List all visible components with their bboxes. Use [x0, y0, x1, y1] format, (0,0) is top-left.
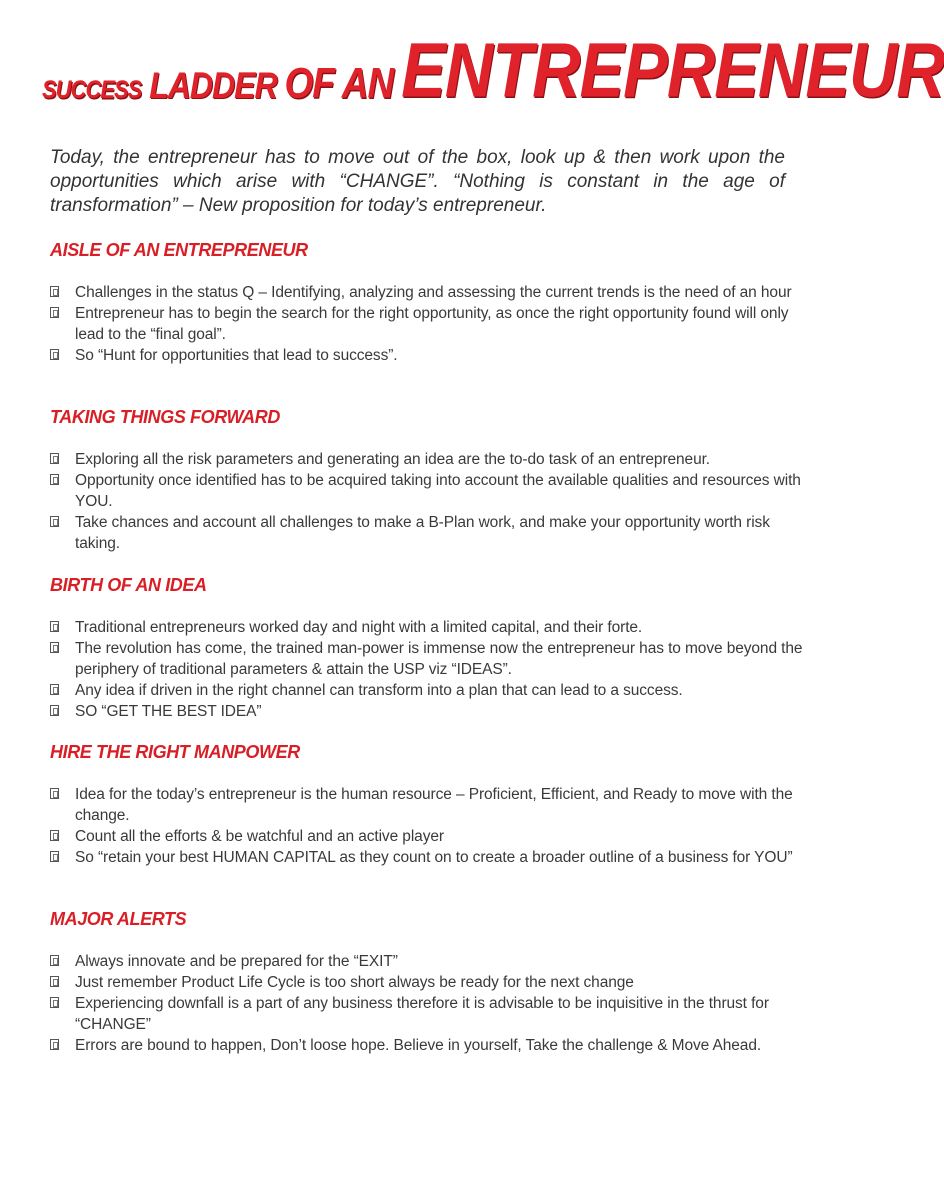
list-item-text: Idea for the today’s entrepreneur is the human resource – Proficient, Efficient, and Ready to move with the change. [75, 786, 793, 824]
list-item-text: So “Hunt for opportunities that lead to success”. [75, 347, 398, 364]
list-item [50, 282, 810, 303]
box-bullet-icon [50, 684, 59, 695]
section-heading: AISLE OF AN ENTREPRENEUR [50, 240, 308, 260]
list-item [50, 701, 810, 722]
list-item-text: Entrepreneur has to begin the search for the right opportunity, as once the right opportunity found will only lead to the “final goal”. [75, 305, 789, 343]
list-item-text: Exploring all the risk parameters and generating an idea are the to-do task of an entrepreneur. [75, 451, 711, 468]
list-item-text: SO “GET THE BEST IDEA” [75, 703, 262, 720]
box-bullet-icon [50, 1039, 59, 1050]
list-item [50, 470, 810, 512]
list-item [50, 303, 810, 345]
list-item-text: Traditional entrepreneurs worked day and night with a limited capital, and their forte. [75, 619, 643, 636]
list-item [50, 449, 810, 470]
box-bullet-icon [50, 830, 59, 841]
list-item [50, 847, 810, 868]
list-item-text: Errors are bound to happen, Don’t loose hope. Believe in yourself, Take the challenge & Move Ahead. [75, 1037, 762, 1054]
box-bullet-icon [50, 474, 59, 485]
section-heading: HIRE THE RIGHT MANPOWER [50, 742, 300, 762]
list-item [50, 512, 810, 554]
page-title [42, 27, 944, 114]
intro-paragraph: Today, the entrepreneur has to move out of the box, look up & then work upon the opportunities which arise with “CHANGE”. “Nothing is constant in the age of transformation” – New proposition for today’s entrepreneur. [50, 147, 785, 216]
list-item-text: Just remember Product Life Cycle is too short always be ready for the next change [75, 974, 634, 991]
section-heading: BIRTH OF AN IDEA [50, 575, 207, 595]
title-part-ladder: LADDER [149, 64, 277, 106]
list-item-text: Opportunity once identified has to be acquired taking into account the available qualities and resources with YOU. [75, 472, 801, 510]
list-item-text: Always innovate and be prepared for the “EXIT” [75, 953, 398, 970]
box-bullet-icon [50, 705, 59, 716]
list-item-text: Challenges in the status Q – Identifying, analyzing and assessing the current trends is the need of an hour [75, 284, 792, 301]
box-bullet-icon [50, 788, 59, 799]
section-list [50, 784, 810, 868]
list-item-text: The revolution has come, the trained man-power is immense now the entrepreneur has to move beyond the periphery of traditional parameters & attain the USP viz “IDEAS”. [75, 640, 803, 678]
box-bullet-icon [50, 307, 59, 318]
section-heading: MAJOR ALERTS [50, 909, 187, 929]
list-item [50, 784, 810, 826]
list-item [50, 951, 810, 972]
list-item-text: Experiencing downfall is a part of any business therefore it is advisable to be inquisitive in the thrust for “CHANGE” [75, 995, 769, 1033]
list-item [50, 826, 810, 847]
box-bullet-icon [50, 286, 59, 297]
box-bullet-icon [50, 349, 59, 360]
list-item-text: Count all the efforts & be watchful and an active player [75, 828, 444, 845]
list-item [50, 993, 810, 1035]
title-part-success: SUCCESS [42, 75, 142, 104]
section-heading: TAKING THINGS FORWARD [50, 407, 280, 427]
list-item [50, 680, 810, 701]
box-bullet-icon [50, 516, 59, 527]
list-item [50, 638, 810, 680]
section-list [50, 282, 810, 366]
list-item [50, 345, 810, 366]
box-bullet-icon [50, 997, 59, 1008]
section-list [50, 617, 810, 722]
list-item-text: Take chances and account all challenges to make a B-Plan work, and make your opportunity worth risk taking. [75, 514, 770, 552]
title-part-of-an: OF AN [284, 59, 394, 107]
list-item-text: Any idea if driven in the right channel can transform into a plan that can lead to a success. [75, 682, 683, 699]
box-bullet-icon [50, 453, 59, 464]
list-item [50, 1035, 810, 1056]
box-bullet-icon [50, 955, 59, 966]
box-bullet-icon [50, 642, 59, 653]
list-item [50, 617, 810, 638]
list-item-text: So “retain your best HUMAN CAPITAL as they count on to create a broader outline of a business for YOU” [75, 849, 793, 866]
title-part-entrepreneur: ENTREPRENEUR [401, 27, 944, 114]
section-list [50, 449, 810, 554]
box-bullet-icon [50, 621, 59, 632]
box-bullet-icon [50, 976, 59, 987]
list-item [50, 972, 810, 993]
section-list [50, 951, 810, 1056]
box-bullet-icon [50, 851, 59, 862]
